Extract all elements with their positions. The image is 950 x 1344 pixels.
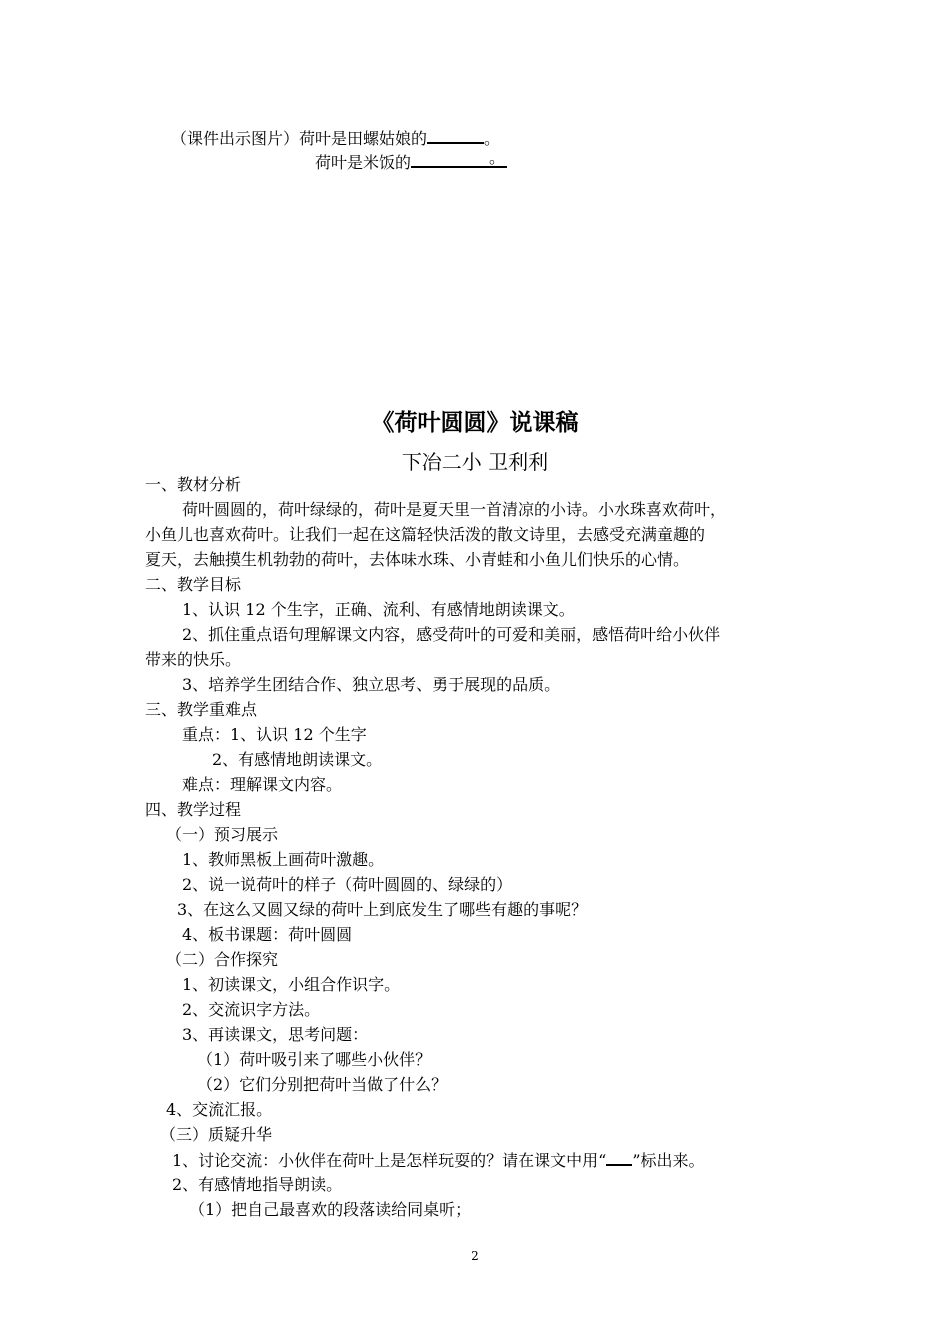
key-point: 2、有感情地朗读课文。 xyxy=(212,750,383,769)
list-item: 1、教师黑板上画荷叶激趣。 xyxy=(182,850,385,869)
list-item: 3、再读课文，思考问题： xyxy=(182,1025,369,1044)
paragraph-line: 小鱼儿也喜欢荷叶。让我们一起在这篇轻快活泼的散文诗里，去感受充满童趣的 xyxy=(145,525,706,544)
section-heading: 一、教材分析 xyxy=(145,475,242,494)
list-item: 4、板书课题：荷叶圆圆 xyxy=(182,925,353,944)
list-item-text-end: ”标出来。 xyxy=(632,1151,705,1170)
list-item: 2、有感情地指导朗读。 xyxy=(172,1175,343,1194)
list-item: 4、交流汇报。 xyxy=(166,1100,273,1119)
subsection-heading: （三）质疑升华 xyxy=(160,1125,273,1144)
goal-item-continued: 带来的快乐。 xyxy=(145,650,242,669)
sub-list-item: （1）把自己最喜欢的段落读给同桌听； xyxy=(189,1200,472,1219)
page-number: 2 xyxy=(471,1249,479,1263)
fill-in-line-2 xyxy=(315,148,507,174)
author-line: 下冶二小 卫利利 xyxy=(401,450,549,474)
subsection-heading: （二）合作探究 xyxy=(166,950,279,969)
blank-line xyxy=(606,1149,632,1166)
subsection-heading: （一）预习展示 xyxy=(166,825,279,844)
fill-in-line-1-end: 。 xyxy=(484,129,501,148)
list-item: 3、在这么又圆又绿的荷叶上到底发生了哪些有趣的事呢？ xyxy=(177,900,588,919)
list-item: 1、初读课文，小组合作识字。 xyxy=(182,975,401,994)
section-heading: 二、教学目标 xyxy=(145,575,242,594)
goal-item: 1、认识 12 个生字，正确、流利、有感情地朗读课文。 xyxy=(182,600,575,619)
list-item: 2、交流识字方法。 xyxy=(182,1000,321,1019)
question-item: （1）荷叶吸引来了哪些小伙伴？ xyxy=(197,1050,432,1069)
section-heading: 三、教学重难点 xyxy=(145,700,258,719)
blank-line xyxy=(411,148,507,168)
section-heading: 四、教学过程 xyxy=(145,800,242,819)
list-item: 2、说一说荷叶的样子（荷叶圆圆的、绿绿的） xyxy=(182,875,513,894)
fill-in-line-2-end: 。 xyxy=(489,148,506,167)
fill-in-line-1-text: （课件出示图片）荷叶是田螺姑娘的 xyxy=(171,129,428,148)
page-title: 《荷叶圆圆》说课稿 xyxy=(371,409,579,436)
question-item: （2）它们分别把荷叶当做了什么？ xyxy=(197,1075,448,1094)
blank-line xyxy=(427,127,484,144)
list-item xyxy=(172,1149,705,1172)
paragraph-line: 夏天，去触摸生机勃勃的荷叶，去体味水珠、小青蛙和小鱼儿们快乐的心情。 xyxy=(145,550,690,569)
list-item-text: 1、讨论交流：小伙伴在荷叶上是怎样玩耍的？请在课文中用“ xyxy=(172,1151,607,1170)
key-point: 重点：1、认识 12 个生字 xyxy=(182,725,367,744)
goal-item: 2、抓住重点语句理解课文内容，感受荷叶的可爱和美丽，感悟荷叶给小伙伴 xyxy=(182,625,721,644)
paragraph-line: 荷叶圆圆的，荷叶绿绿的，荷叶是夏天里一首清凉的小诗。小水珠喜欢荷叶， xyxy=(182,500,727,519)
difficulty-point: 难点：理解课文内容。 xyxy=(182,775,343,794)
fill-in-line-2-text: 荷叶是米饭的 xyxy=(315,153,412,172)
fill-in-line-1 xyxy=(171,127,500,150)
goal-item: 3、培养学生团结合作、独立思考、勇于展现的品质。 xyxy=(182,675,561,694)
